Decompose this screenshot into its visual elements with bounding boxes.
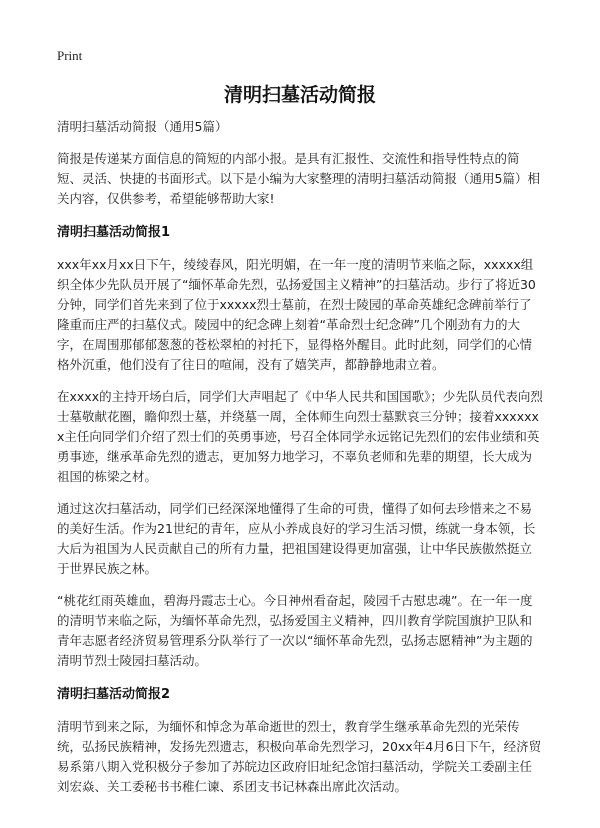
section-1-paragraph-3: 通过这次扫墓活动，同学们已经深深地懂得了生命的可贵，懂得了如何去珍惜来之不易的美好生活。作为21世纪的青年，应从小养成良好的学习生活习惯，练就一身本领，长大后为祖国为人民贡献自己的所有力量，把祖国建设得更加富强，让中华民族傲然挺立于世界民族之林。 <box>57 501 536 576</box>
document-body <box>57 117 543 797</box>
section-1-paragraph-2: 在xxxx的主持开场白后，同学们大声唱起了《中华人民共和国国歌》；少先队员代表向烈士墓敬献花圈，瞻仰烈士墓，并绕墓一周，全体师生向烈士墓默哀三分钟；接着xxxxxxx主任向同学们介绍了烈士们的英勇事迹，号召全体同学永远铭记先烈们的宏伟业绩和英勇事迹，继承革命先烈的遗志，更加努力地学习，不辜负老师和先辈的期望，长大成为祖国的栋梁之材。 <box>57 389 543 484</box>
document-subtitle: 清明扫墓活动简报（通用5篇） <box>57 119 228 134</box>
section-heading-1: 清明扫墓活动简报1 <box>57 225 171 240</box>
print-link[interactable]: Print <box>57 48 83 63</box>
intro-paragraph: 简报是传递某方面信息的简短的内部小报。是具有汇报性、交流性和指导性特点的简短、灵活、快捷的书面形式。以下是小编为大家整理的清明扫墓活动简报（通用5篇）相关内容，仅供参考，希望能够帮助大家! <box>57 151 540 206</box>
section-heading-2: 清明扫墓活动简报2 <box>57 687 171 702</box>
section-1-paragraph-1: xxx年xx月xx日下午，绫绫春风，阳光明媚，在一年一度的清明节来临之际，xxxxx组织全体少先队员开展了“缅怀革命先烈，弘扬爱国主义精神”的扫墓活动。步行了将近30分钟，同学们首先来到了位于xxxxx烈士墓前，在烈士陵园的革命英雄纪念碑前举行了隆重而庄严的扫墓仪式。陵园中的纪念碑上刻着“革命烈士纪念碑”几个刚劲有力的大字，在周围那郁郁葱葱的苍松翠柏的衬托下，显得格外醒目。此时此刻，同学们的心情格外沉重，他们没有了往日的喧闹，没有了嬉笑声，都静静地肃立着。 <box>57 257 536 372</box>
page-title: 清明扫墓活动简报 <box>223 84 376 106</box>
section-2-paragraph-1: 清明节到来之际，为缅怀和悼念为革命逝世的烈士，教育学生继承革命先烈的光荣传统，弘扬民族精神，发扬先烈遗志，积极向革命先烈学习，20xx年4月6日下午，经济贸易系第八期入党积极分子参加了苏皖边区政府旧址纪念馆扫墓活动，学院关工委副主任刘宏焱、关工委秘书书稚仁谏、系团支书记林森出席此次活动。 <box>57 719 542 794</box>
section-1-paragraph-4: “桃花红雨英雄血，碧海丹霞志士心。今日神州看奋起，陵园千古慰忠魂”。在一年一度的清明节来临之际，为缅怀革命先烈，弘扬爱国主义精神，四川教育学院国旗护卫队和青年志愿者经济贸易管理系分队举行了一次以“缅怀革命先烈，弘扬志愿精神”为主题的清明节烈士陵园扫墓活动。 <box>57 593 533 668</box>
